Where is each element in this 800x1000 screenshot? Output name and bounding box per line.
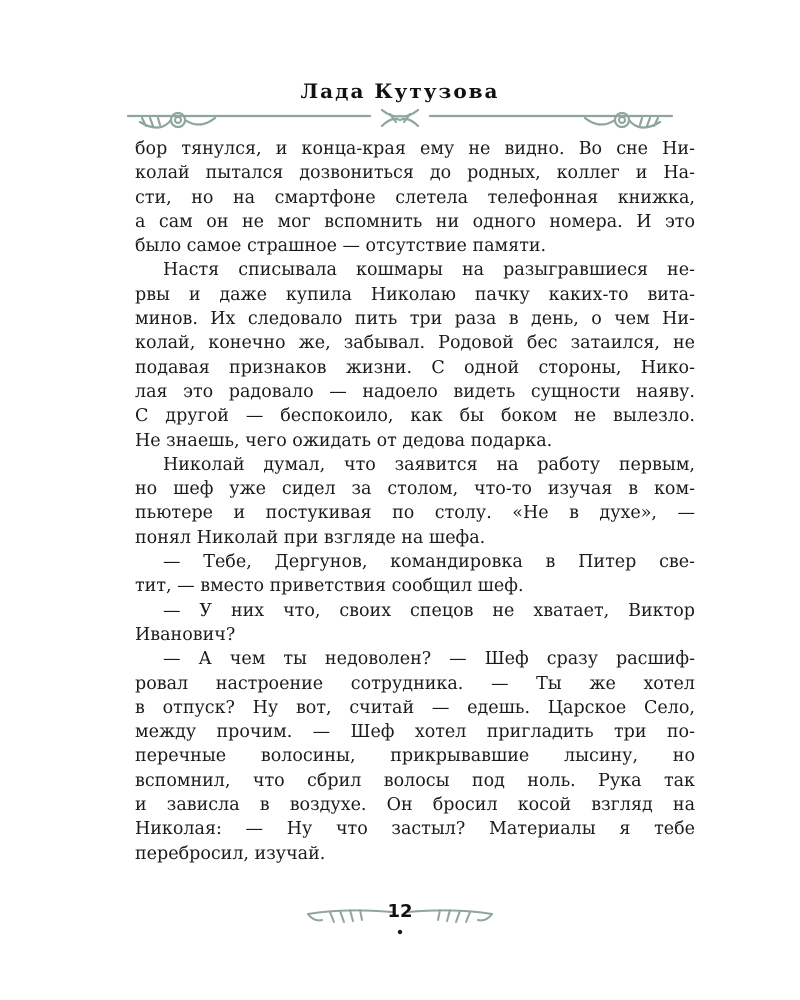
text-line: С другой — беспокоило, как бы боком не вылезло.	[135, 406, 695, 427]
text-line: в отпуск? Ну вот, считай — едешь. Царское Село,	[135, 697, 695, 718]
text-line: понял Николай при взгляде на шефа.	[135, 527, 486, 548]
text-line: колай пытался дозвониться до родных, коллег и На-	[135, 163, 695, 184]
text-line: вспомнил, что сбрил волосы под ноль. Рука так	[135, 770, 695, 791]
text-line: Иванович?	[135, 624, 236, 645]
text-line: было самое страшное — отсутствие памяти.	[135, 236, 547, 257]
text-line: лая это радовало — надоело видеть сущности наяву.	[135, 381, 695, 402]
page-body-text	[135, 137, 695, 866]
text-line: Настя списывала кошмары на разыгравшиеся не-	[163, 260, 695, 281]
text-line: колай, конечно же, забывал. Родовой бес затаился, не	[135, 333, 695, 354]
header-swirl-ornament-icon	[120, 104, 680, 138]
text-line: рвы и даже купила Николаю пачку каких-то вита-	[135, 284, 695, 305]
text-line: Николая: — Ну что застыл? Материалы я тебе	[135, 819, 695, 840]
text-line: перечные волосины, прикрывавшие лысину, но	[135, 746, 695, 767]
page-number: 12	[387, 901, 413, 922]
text-line: — А чем ты недоволен? — Шеф сразу расшиф-	[163, 649, 695, 670]
text-line: между прочим. — Шеф хотел пригладить три по-	[135, 722, 695, 743]
text-line: ровал настроение сотрудника. — Ты же хотел	[135, 673, 695, 694]
text-line: тит, — вместо приветствия сообщил шеф.	[135, 576, 524, 597]
running-header-author: Лада Кутузова	[300, 79, 500, 103]
text-line: сти, но на смартфоне слетела телефонная книжка,	[135, 187, 695, 208]
text-line: минов. Их следовало пить три раза в день, о чем Ни-	[135, 309, 695, 330]
text-line: пьютере и постукивая по столу. «Не в духе», —	[135, 503, 695, 524]
text-line: а сам он не мог вспомнить ни одного номера. И это	[135, 211, 695, 232]
text-line: — У них что, своих спецов не хватает, Виктор	[163, 600, 695, 621]
text-line: Не знаешь, чего ожидать от дедова подарка.	[135, 430, 553, 451]
text-line: и зависла в воздухе. Он бросил косой взгляд на	[135, 795, 695, 816]
text-line: бор тянулся, и конца-края ему не видно. Во сне Ни-	[135, 139, 695, 159]
text-line: подавая признаков жизни. С одной стороны, Нико-	[135, 357, 695, 378]
text-line: перебросил, изучай.	[135, 843, 326, 864]
text-line: но шеф уже сидел за столом, что-то изучая в ком-	[135, 479, 695, 500]
text-line: — Тебе, Дергунов, командировка в Питер све-	[163, 552, 695, 573]
text-line: Николай думал, что заявится на работу первым,	[163, 454, 695, 475]
